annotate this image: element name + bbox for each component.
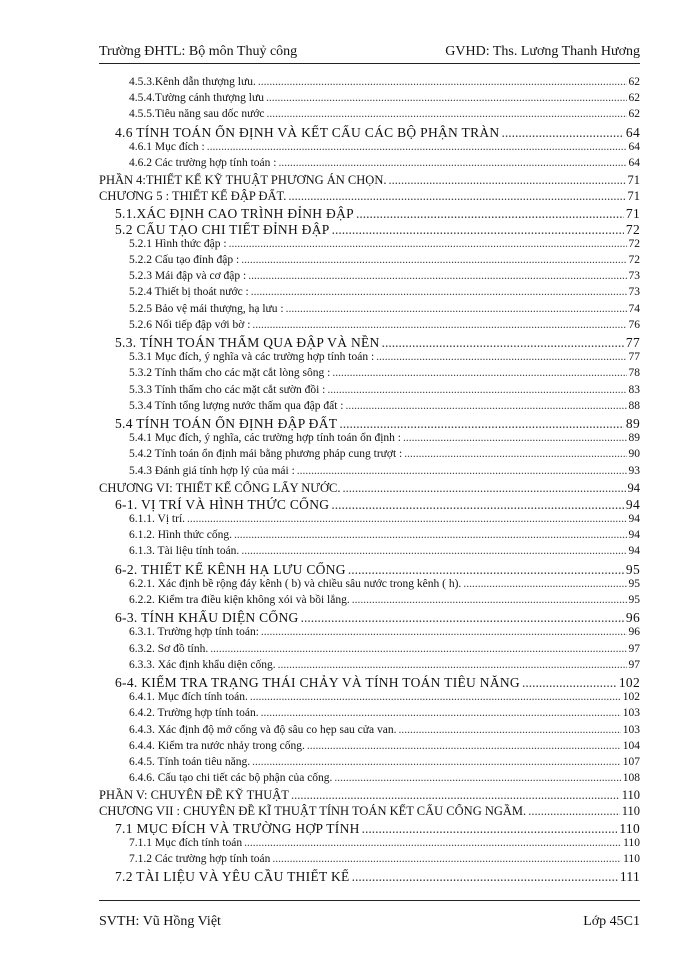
toc-entry-page: 108 bbox=[622, 772, 640, 785]
toc-entry-title: 6.4.1. Mục đích tính toán. bbox=[129, 691, 248, 704]
toc-entry[interactable] bbox=[99, 529, 640, 545]
toc-entry-page: 64 bbox=[628, 156, 640, 169]
toc-entry-title: 6.1.2. Hình thức cống. bbox=[129, 529, 233, 542]
toc-entry-title: 4.5.4.Tường cánh thượng lưu bbox=[129, 92, 264, 105]
toc-entry-title: 7.1.1 Mục đích tính toán bbox=[129, 836, 243, 849]
toc-entry[interactable] bbox=[99, 837, 640, 853]
toc-leader-dots bbox=[248, 270, 626, 282]
toc-entry[interactable] bbox=[99, 594, 640, 610]
toc-entry-title: 6.4.3. Xác định độ mở cống và độ sâu co hẹp sau cửa van. bbox=[129, 723, 397, 736]
toc-leader-dots bbox=[251, 286, 627, 298]
toc-entry[interactable] bbox=[99, 141, 640, 157]
toc-entry-page: 62 bbox=[628, 108, 640, 121]
toc-entry-page: 110 bbox=[621, 804, 640, 819]
toc-leader-dots bbox=[362, 821, 618, 837]
toc-entry-title: 4.6 TÍNH TOÁN ỔN ĐỊNH VÀ KẾT CẤU CÁC BỘ PHẬN TRÀN bbox=[115, 124, 500, 140]
toc-entry[interactable] bbox=[99, 173, 640, 189]
toc-entry-page: 90 bbox=[628, 448, 640, 461]
toc-entry-title: 6.4.6. Cấu tạo chi tiết các bộ phận của cống. bbox=[129, 772, 333, 785]
toc-entry-title: 4.5.3.Kênh dẫn thượng lưu. bbox=[129, 76, 256, 88]
toc-entry-page: 73 bbox=[628, 286, 640, 299]
toc-leader-dots bbox=[352, 594, 627, 606]
toc-leader-dots bbox=[286, 303, 627, 315]
toc-leader-dots bbox=[501, 125, 623, 141]
toc-leader-dots bbox=[266, 92, 627, 104]
toc-entry-title: 5.4.2 Tính toán ổn định mái bằng phương pháp cung trượt : bbox=[129, 448, 403, 461]
toc-entry-title: PHẦN 4:THIẾT KẾ KỸ THUẬT PHƯƠNG ÁN CHỌN. bbox=[99, 173, 387, 188]
toc-leader-dots bbox=[278, 157, 626, 169]
toc-leader-dots bbox=[250, 691, 621, 703]
toc-leader-dots bbox=[307, 740, 621, 752]
toc-entry[interactable] bbox=[99, 659, 640, 675]
toc-entry-title: 4.5.5.Tiêu năng sau dốc nước bbox=[129, 108, 265, 121]
toc-entry-title: 7.2 TÀI LIỆU VÀ YÊU CẦU THIẾT KẾ bbox=[115, 869, 350, 885]
toc-entry-page: 102 bbox=[622, 691, 640, 704]
toc-entry-page: 62 bbox=[628, 76, 640, 88]
toc-entry[interactable] bbox=[99, 610, 640, 626]
toc-entry[interactable] bbox=[99, 772, 640, 788]
toc-leader-dots bbox=[528, 804, 620, 819]
toc-entry-title: 5.3. TÍNH TOÁN THẤM QUA ĐẬP VÀ NỀN bbox=[115, 335, 380, 350]
toc-leader-dots bbox=[339, 416, 624, 432]
toc-leader-dots bbox=[261, 707, 621, 719]
table-of-contents bbox=[99, 76, 640, 885]
toc-entry-title: 6.4.2. Trường hợp tính toán. bbox=[129, 707, 259, 720]
toc-entry[interactable] bbox=[99, 125, 640, 141]
toc-entry-title: 5.1.XÁC ĐỊNH CAO TRÌNH ĐỈNH ĐẬP bbox=[115, 205, 354, 221]
toc-leader-dots bbox=[272, 853, 621, 865]
toc-entry-title: 5.2.4 Thiết bị thoát nước : bbox=[129, 286, 249, 299]
toc-entry[interactable] bbox=[99, 804, 640, 820]
toc-leader-dots bbox=[404, 448, 626, 460]
toc-leader-dots bbox=[403, 432, 627, 444]
toc-entry-title: 6.1.1. Vị trí. bbox=[129, 513, 186, 526]
toc-leader-dots bbox=[331, 497, 624, 513]
toc-entry-title: 6-3. TÍNH KHẨU DIỆN CỐNG bbox=[115, 610, 299, 626]
toc-entry-page: 76 bbox=[628, 318, 640, 331]
toc-entry-page: 94 bbox=[628, 529, 640, 542]
toc-entry-page: 97 bbox=[628, 658, 640, 671]
toc-leader-dots bbox=[327, 384, 626, 396]
toc-entry-page: 74 bbox=[628, 302, 640, 315]
toc-entry-title: 6.2.1. Xác định bề rộng đáy kênh ( b) và chiều sâu nước trong kênh ( h). bbox=[129, 577, 462, 590]
toc-entry-page: 73 bbox=[628, 270, 640, 283]
toc-entry-title: 4.6.1 Mục đích : bbox=[129, 140, 205, 153]
toc-entry-title: 7.1.2 Các trường hợp tính toán bbox=[129, 853, 271, 865]
toc-entry-page: 72 bbox=[628, 254, 640, 267]
toc-leader-dots bbox=[187, 513, 626, 525]
toc-leader-dots bbox=[288, 189, 625, 204]
toc-entry[interactable] bbox=[99, 270, 640, 286]
toc-entry-page: 89 bbox=[625, 415, 640, 431]
toc-entry[interactable] bbox=[99, 384, 640, 400]
toc-leader-dots bbox=[332, 222, 624, 238]
toc-entry[interactable] bbox=[99, 481, 640, 497]
toc-entry[interactable] bbox=[99, 740, 640, 756]
toc-leader-dots bbox=[229, 238, 627, 250]
toc-entry[interactable] bbox=[99, 513, 640, 529]
toc-entry[interactable] bbox=[99, 869, 640, 885]
toc-leader-dots bbox=[210, 643, 626, 655]
toc-entry-page: 94 bbox=[625, 496, 640, 512]
toc-entry-page: 104 bbox=[622, 739, 640, 752]
toc-entry[interactable] bbox=[99, 545, 640, 561]
toc-entry-title: CHƯƠNG VII : CHUYÊN ĐỀ KĨ THUẬT TÍNH TOÁN KẾT CẤU CỐNG NGẦM. bbox=[99, 804, 527, 819]
toc-entry[interactable] bbox=[99, 562, 640, 578]
toc-leader-dots bbox=[244, 837, 621, 849]
toc-entry-title: 5.2.6 Nối tiếp đập với bờ : bbox=[129, 318, 251, 331]
toc-leader-dots bbox=[278, 659, 627, 671]
toc-entry-page: 72 bbox=[625, 221, 640, 237]
toc-entry-title: 5.2.2 Cấu tạo đỉnh đập : bbox=[129, 254, 240, 267]
toc-entry-title: 5.2 CẤU TẠO CHI TIẾT ĐỈNH ĐẬP bbox=[115, 221, 330, 237]
toc-entry-page: 102 bbox=[618, 674, 640, 690]
toc-entry-page: 93 bbox=[628, 464, 640, 477]
page-footer bbox=[99, 900, 640, 930]
toc-entry-page: 96 bbox=[625, 610, 640, 626]
toc-entry-page: 94 bbox=[627, 480, 640, 495]
toc-entry-page: 97 bbox=[628, 642, 640, 655]
toc-entry-page: 62 bbox=[628, 92, 640, 105]
toc-entry-page: 111 bbox=[619, 869, 640, 885]
toc-entry[interactable] bbox=[99, 108, 640, 124]
toc-leader-dots bbox=[334, 772, 620, 784]
toc-entry-page: 94 bbox=[628, 513, 640, 526]
toc-leader-dots bbox=[352, 869, 618, 885]
toc-entry-title: 6.3.3. Xác định khẩu diện cống. bbox=[129, 658, 276, 671]
toc-leader-dots bbox=[376, 351, 626, 363]
toc-entry-title: CHƯƠNG 5 : THIẾT KẾ ĐẬP ĐẤT. bbox=[99, 189, 287, 204]
toc-entry-title: 5.2.1 Hình thức đập : bbox=[129, 237, 227, 250]
toc-entry[interactable] bbox=[99, 416, 640, 432]
toc-entry-page: 96 bbox=[628, 626, 640, 639]
toc-entry-title: 5.3.3 Tính thấm cho các mặt cắt sườn đồi : bbox=[129, 383, 326, 396]
toc-entry[interactable] bbox=[99, 254, 640, 270]
toc-entry-title: 6.4.4. Kiểm tra nước nhảy trong cống. bbox=[129, 739, 305, 752]
toc-entry[interactable] bbox=[99, 626, 640, 642]
toc-entry[interactable] bbox=[99, 788, 640, 804]
toc-entry[interactable] bbox=[99, 497, 640, 513]
page-header bbox=[99, 40, 640, 64]
toc-leader-dots bbox=[241, 254, 626, 266]
toc-entry-title: 6-4. KIỂM TRA TRẠNG THÁI CHẢY VÀ TÍNH TOÁN TIÊU NĂNG bbox=[115, 674, 520, 690]
toc-entry-page: 95 bbox=[625, 561, 640, 577]
toc-entry[interactable] bbox=[99, 189, 640, 205]
toc-entry[interactable] bbox=[99, 286, 640, 302]
toc-entry-title: 5.3.1 Mục đích, ý nghĩa và các trường hợp tính toán : bbox=[129, 351, 375, 364]
toc-entry[interactable] bbox=[99, 853, 640, 869]
toc-leader-dots bbox=[267, 108, 627, 120]
toc-entry-page: 64 bbox=[628, 140, 640, 153]
toc-entry-title: 6-2. THIẾT KẾ KÊNH HẠ LƯU CỐNG bbox=[115, 561, 346, 577]
toc-entry[interactable] bbox=[99, 76, 640, 92]
toc-entry-title: 5.3.2 Tính thấm cho các mặt cắt lòng sông : bbox=[129, 367, 331, 380]
toc-entry[interactable] bbox=[99, 157, 640, 173]
toc-entry[interactable] bbox=[99, 206, 640, 222]
toc-leader-dots bbox=[252, 756, 621, 768]
toc-entry-page: 95 bbox=[628, 594, 640, 606]
toc-entry-title: CHƯƠNG VI: THIẾT KẾ CỐNG LẤY NƯỚC. bbox=[99, 480, 341, 495]
toc-entry[interactable] bbox=[99, 238, 640, 254]
toc-entry[interactable] bbox=[99, 367, 640, 383]
toc-leader-dots bbox=[522, 675, 617, 691]
toc-leader-dots bbox=[398, 724, 620, 736]
toc-entry-title: 6.2.2. Kiểm tra điều kiện không xói và bồi lắng. bbox=[129, 594, 350, 606]
footer-right-text: Lớp 45C1 bbox=[583, 914, 640, 929]
toc-entry-page: 77 bbox=[628, 351, 640, 364]
toc-entry-title: 5.3.4 Tính tổng lượng nước thấm qua đập đất : bbox=[129, 399, 344, 412]
toc-entry[interactable] bbox=[99, 335, 640, 351]
toc-leader-dots bbox=[356, 206, 624, 222]
toc-entry-title: 6.4.5. Tính toán tiêu năng. bbox=[129, 755, 251, 768]
toc-entry[interactable] bbox=[99, 400, 640, 416]
toc-entry-title: 5.2.5 Bảo vệ mái thượng, hạ lưu : bbox=[129, 302, 284, 315]
toc-entry-page: 64 bbox=[625, 124, 640, 140]
toc-entry[interactable] bbox=[99, 756, 640, 772]
toc-leader-dots bbox=[258, 76, 627, 88]
toc-entry[interactable] bbox=[99, 303, 640, 319]
toc-entry-page: 95 bbox=[628, 577, 640, 590]
toc-entry-title: 6-1. VỊ TRÍ VÀ HÌNH THỨC CỐNG bbox=[115, 496, 330, 512]
toc-entry-page: 110 bbox=[623, 853, 640, 865]
toc-entry[interactable] bbox=[99, 724, 640, 740]
toc-entry-title: 5.2.3 Mái đập và cơ đập : bbox=[129, 270, 247, 283]
toc-leader-dots bbox=[343, 481, 626, 496]
toc-leader-dots bbox=[291, 788, 620, 803]
toc-entry[interactable] bbox=[99, 578, 640, 594]
toc-leader-dots bbox=[348, 562, 624, 578]
toc-entry[interactable] bbox=[99, 448, 640, 464]
footer-left-text: SVTH: Vũ Hồng Việt bbox=[99, 914, 221, 929]
toc-entry[interactable] bbox=[99, 465, 640, 481]
toc-entry-page: 78 bbox=[628, 367, 640, 380]
toc-entry-title: 6.3.2. Sơ đồ tính. bbox=[129, 642, 209, 655]
toc-entry[interactable] bbox=[99, 432, 640, 448]
toc-leader-dots bbox=[241, 545, 626, 557]
toc-leader-dots bbox=[388, 173, 625, 188]
toc-leader-dots bbox=[261, 626, 627, 638]
toc-entry[interactable] bbox=[99, 675, 640, 691]
toc-entry[interactable] bbox=[99, 643, 640, 659]
header-left-text: Trường ĐHTL: Bộ môn Thuỷ công bbox=[99, 44, 298, 59]
toc-entry-page: 110 bbox=[623, 836, 640, 849]
toc-entry-title: 5.4 TÍNH TOÁN ỔN ĐỊNH ĐẬP ĐẤT bbox=[115, 415, 338, 431]
toc-leader-dots bbox=[207, 141, 627, 153]
toc-entry-title: 6.3.1. Trường hợp tính toán: bbox=[129, 626, 259, 639]
toc-entry-page: 89 bbox=[628, 432, 640, 445]
toc-entry-page: 103 bbox=[622, 723, 640, 736]
toc-entry-title: 4.6.2 Các trường hợp tính toán : bbox=[129, 156, 277, 169]
toc-entry-title: 7.1 MỤC ĐÍCH VÀ TRƯỜNG HỢP TÍNH bbox=[115, 820, 360, 836]
toc-entry[interactable] bbox=[99, 92, 640, 108]
toc-leader-dots bbox=[345, 400, 626, 412]
header-right-text: GVHD: Ths. Lương Thanh Hương bbox=[445, 44, 640, 59]
toc-entry[interactable] bbox=[99, 707, 640, 723]
toc-leader-dots bbox=[463, 578, 626, 590]
toc-entry-page: 110 bbox=[621, 788, 640, 803]
toc-leader-dots bbox=[382, 335, 624, 351]
toc-entry[interactable] bbox=[99, 319, 640, 335]
toc-entry-page: 71 bbox=[625, 205, 640, 221]
toc-entry-page: 71 bbox=[627, 173, 640, 188]
toc-leader-dots bbox=[297, 465, 627, 477]
toc-entry-title: 5.4.3 Đánh giá tính hợp lý của mái : bbox=[129, 464, 295, 477]
toc-entry-title: 5.4.1 Mục đích, ý nghĩa, các trường hợp tính toán ổn định : bbox=[129, 432, 401, 445]
toc-entry[interactable] bbox=[99, 691, 640, 707]
toc-entry[interactable] bbox=[99, 821, 640, 837]
toc-entry-page: 94 bbox=[628, 545, 640, 558]
toc-leader-dots bbox=[234, 529, 626, 541]
toc-entry-page: 83 bbox=[628, 383, 640, 396]
toc-leader-dots bbox=[332, 367, 626, 379]
toc-entry[interactable] bbox=[99, 222, 640, 238]
toc-entry-page: 103 bbox=[622, 707, 640, 720]
toc-entry-page: 88 bbox=[628, 399, 640, 412]
toc-entry-page: 72 bbox=[628, 237, 640, 250]
toc-leader-dots bbox=[301, 610, 624, 626]
toc-entry-page: 77 bbox=[625, 335, 640, 350]
toc-entry[interactable] bbox=[99, 351, 640, 367]
toc-entry-page: 71 bbox=[627, 189, 640, 204]
toc-entry-page: 107 bbox=[622, 755, 640, 768]
toc-entry-page: 110 bbox=[619, 820, 640, 836]
toc-entry-title: 6.1.3. Tài liệu tính toán. bbox=[129, 545, 240, 558]
toc-leader-dots bbox=[252, 319, 626, 331]
toc-entry-title: PHẦN V: CHUYÊN ĐỀ KỸ THUẬT bbox=[99, 788, 289, 803]
